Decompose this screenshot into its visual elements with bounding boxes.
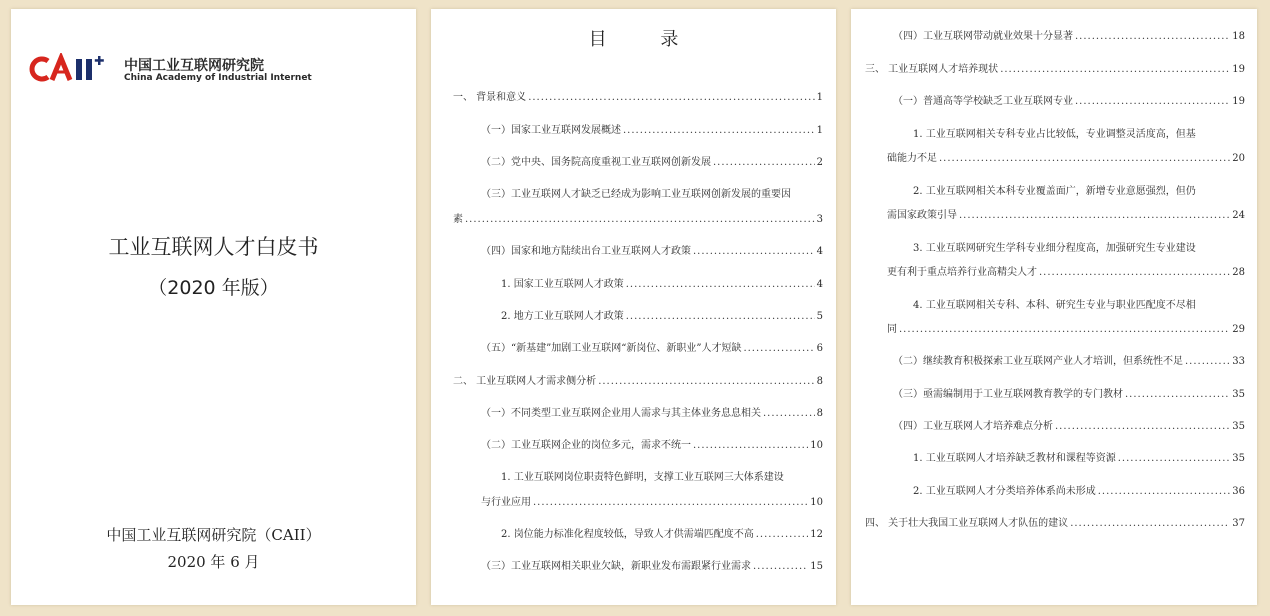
toc-leader (756, 529, 809, 541)
toc-entry[interactable] (481, 246, 823, 258)
toc-page-number: 33 (1232, 356, 1245, 367)
toc-entry-text: （二）继续教育积极探索工业互联网产业人才培训，但系统性不足 (893, 356, 1183, 367)
toc-entry[interactable] (887, 267, 1245, 279)
toc-page-number: 2 (816, 157, 823, 168)
toc-page-number: 36 (1232, 486, 1245, 497)
toc-leader (1185, 356, 1230, 368)
toc-entry-text: （四）工业互联网人才培养难点分析 (893, 421, 1053, 432)
toc-entry[interactable] (887, 210, 1245, 222)
toc-entry[interactable] (865, 518, 1245, 530)
toc-entry[interactable] (481, 561, 823, 573)
toc-entry-text: （一）不同类型工业互联网企业用人需求与其主体业务息息相关 (481, 408, 761, 419)
toc-page-number: 1 (816, 125, 823, 136)
toc-entry[interactable] (501, 529, 823, 541)
toc-entry[interactable] (913, 486, 1245, 498)
toc-entry-text-line2: 素 (453, 214, 463, 225)
toc-leader (533, 497, 808, 509)
toc-entry[interactable] (453, 214, 823, 226)
toc-page-2 (851, 9, 1257, 605)
toc-leader (899, 324, 1230, 336)
toc-entry-text: （一）普通高等学校缺乏工业互联网专业 (893, 96, 1073, 107)
toc-page-number: 35 (1232, 389, 1245, 400)
toc-entry-text-line1: 1. 工业互联网相关专科专业占比较低，专业调整灵活度高，但基 (913, 129, 1196, 140)
toc-entry-text-line1: 1. 工业互联网岗位职责特色鲜明，支撑工业互联网三大体系建设 (501, 472, 784, 483)
toc-leader (1125, 389, 1230, 401)
toc-entry-text: 2. 岗位能力标准化程度较低，导致人才供需端匹配度不高 (501, 529, 754, 540)
toc-entry-text: （三）亟需编制用于工业互联网教育教学的专门教材 (893, 389, 1123, 400)
toc-page-number: 5 (816, 311, 823, 322)
toc-page-1 (431, 9, 836, 605)
toc-leader (713, 157, 815, 169)
toc-entry[interactable] (887, 324, 1245, 336)
toc-page-number: 12 (810, 529, 823, 540)
toc-leader (693, 440, 808, 452)
toc-entry[interactable] (893, 421, 1245, 433)
cover-page (11, 9, 416, 605)
toc-entry-text-line2: 同 (887, 324, 897, 335)
toc-page-number: 8 (816, 376, 823, 387)
toc-leader (465, 214, 815, 226)
document-edition: （2020 年版） (148, 277, 279, 299)
toc-entry-text-line1: 4. 工业互联网相关专科、本科、研究生专业与职业匹配度不尽相 (913, 300, 1196, 311)
toc-entry[interactable] (887, 153, 1245, 165)
toc-entry-text: （二）工业互联网企业的岗位多元，需求不统一 (481, 440, 691, 451)
toc-page-number: 10 (810, 440, 823, 451)
toc-page-number: 19 (1232, 96, 1245, 107)
toc-entry-text: 2. 工业互联网人才分类培养体系尚未形成 (913, 486, 1096, 497)
publisher-name: 中国工业互联网研究院（CAII） (106, 526, 321, 544)
toc-entry-text-line1: 2. 工业互联网相关本科专业覆盖面广，新增专业意愿强烈，但仍 (913, 186, 1196, 197)
toc-entry-text: （二）党中央、国务院高度重视工业互联网创新发展 (481, 157, 711, 168)
toc-entry-text: 一、 背景和意义 (453, 92, 527, 103)
toc-page-number: 29 (1232, 324, 1245, 335)
toc-leader (1070, 518, 1230, 530)
toc-page-number: 1 (816, 92, 823, 103)
toc-entry[interactable] (893, 356, 1245, 368)
toc-entry-text-line2: 础能力不足 (887, 153, 937, 164)
toc-leader (959, 210, 1230, 222)
toc-entry-text: （三）工业互联网相关职业欠缺，新职业发布需跟紧行业需求 (481, 561, 751, 572)
toc-leader (1075, 31, 1230, 43)
toc-entry-text: 四、 关于壮大我国工业互联网人才队伍的建议 (865, 518, 1069, 529)
toc-leader (1118, 453, 1231, 465)
toc-page-number: 35 (1232, 421, 1245, 432)
toc-entry[interactable] (453, 92, 823, 104)
toc-entry-text-line1: （三）工业互联网人才缺乏已经成为影响工业互联网创新发展的重要因 (481, 189, 791, 200)
toc-heading: 目 录 (588, 29, 703, 50)
toc-entry-text-line2: 需国家政策引导 (887, 210, 957, 221)
toc-entry-text-line2: 更有利于重点培养行业高精尖人才 (887, 267, 1037, 278)
toc-leader (528, 92, 814, 104)
toc-leader (1075, 96, 1230, 108)
toc-page-number: 8 (816, 408, 823, 419)
toc-leader (598, 376, 814, 388)
toc-entry[interactable] (501, 311, 823, 323)
toc-page-number: 20 (1232, 153, 1245, 164)
toc-page-number: 37 (1232, 518, 1245, 529)
toc-entry-text: （一）国家工业互联网发展概述 (481, 125, 621, 136)
toc-leader (626, 279, 815, 291)
toc-entry-text: 2. 地方工业互联网人才政策 (501, 311, 624, 322)
toc-page-number: 28 (1232, 267, 1245, 278)
toc-entry-text: （五）“新基建”加剧工业互联网“新岗位、新职业”人才短缺 (481, 343, 742, 354)
toc-entry[interactable] (865, 64, 1245, 76)
toc-entry[interactable] (481, 343, 823, 355)
toc-leader (1098, 486, 1231, 498)
toc-entry[interactable] (913, 453, 1245, 465)
toc-entry-text: （四）工业互联网带动就业效果十分显著 (893, 31, 1073, 42)
toc-leader (626, 311, 815, 323)
toc-leader (693, 246, 815, 258)
toc-entry-text: （四）国家和地方陆续出台工业互联网人才政策 (481, 246, 691, 257)
toc-page-number: 35 (1232, 453, 1245, 464)
org-name-en: China Academy of Industrial Internet (124, 73, 312, 83)
toc-entry-text-line2: 与行业应用 (481, 497, 531, 508)
toc-leader (1000, 64, 1230, 76)
toc-page-number: 4 (816, 246, 823, 257)
toc-entry-text: 1. 工业互联网人才培养缺乏教材和课程等资源 (913, 453, 1116, 464)
toc-entry[interactable] (481, 157, 823, 169)
caii-logo-mark (28, 53, 114, 85)
toc-leader (939, 153, 1230, 165)
toc-leader (743, 343, 814, 355)
toc-entry[interactable] (481, 408, 823, 420)
org-name-zh: 中国工业互联网研究院 (124, 58, 264, 74)
publish-date: 2020 年 6 月 (167, 553, 260, 571)
toc-entry-text: 1. 国家工业互联网人才政策 (501, 279, 624, 290)
toc-page-number: 10 (810, 497, 823, 508)
toc-entry-text-line1: 3. 工业互联网研究生学科专业细分程度高，加强研究生专业建设 (913, 243, 1196, 254)
toc-page-number: 18 (1232, 31, 1245, 42)
toc-page-number: 3 (816, 214, 823, 225)
toc-entry[interactable] (893, 31, 1245, 43)
toc-entry[interactable] (893, 389, 1245, 401)
document-title: 工业互联网人才白皮书 (108, 235, 319, 259)
toc-leader (763, 408, 815, 420)
toc-page-number: 6 (816, 343, 823, 354)
toc-entry[interactable] (481, 440, 823, 452)
toc-entry[interactable] (893, 96, 1245, 108)
toc-page-number: 19 (1232, 64, 1245, 75)
toc-entry[interactable] (501, 279, 823, 291)
toc-page-number: 4 (816, 279, 823, 290)
toc-leader (623, 125, 815, 137)
toc-entry[interactable] (481, 497, 823, 509)
toc-entry[interactable] (481, 125, 823, 137)
toc-entry-text: 三、 工业互联网人才培养现状 (865, 64, 999, 75)
toc-leader (1039, 267, 1230, 279)
toc-page-number: 15 (810, 561, 823, 572)
toc-entry[interactable] (453, 376, 823, 388)
toc-leader (753, 561, 808, 573)
toc-entry-text: 二、 工业互联网人才需求侧分析 (453, 376, 597, 387)
toc-leader (1055, 421, 1230, 433)
toc-page-number: 24 (1232, 210, 1245, 221)
